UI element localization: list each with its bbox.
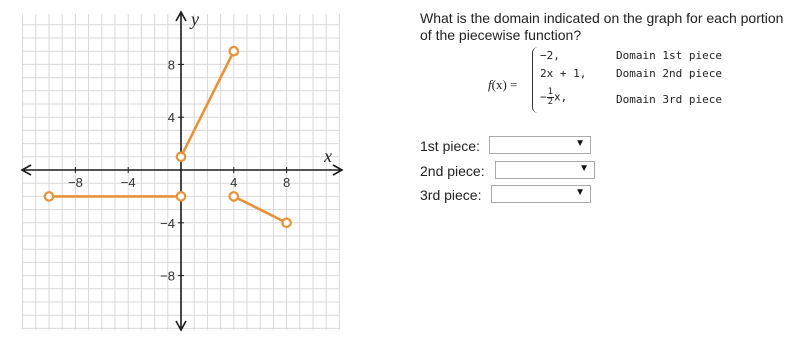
x-axis-label: x xyxy=(324,146,332,166)
x-tick-label: 4 xyxy=(230,175,238,190)
y-tick-label: 4 xyxy=(167,110,175,126)
chevron-down-icon: ▼ xyxy=(575,138,585,149)
answer-2-dropdown[interactable] xyxy=(495,161,595,179)
piece-2-domain-label: Domain 2nd piece xyxy=(616,67,722,80)
piece-1-domain-label: Domain 1st piece xyxy=(616,49,722,62)
chevron-down-icon: ▼ xyxy=(575,187,585,198)
question-text: What is the domain indicated on the graph for each portion of the piecewise function? xyxy=(420,10,784,43)
fraction-numerator: 1 xyxy=(547,87,554,97)
y-tick-label: 8 xyxy=(167,57,175,73)
x-tick-label: −8 xyxy=(67,175,83,190)
piecewise-function xyxy=(488,45,788,115)
fraction-denominator: 2 xyxy=(547,97,554,107)
series-2-endpoint xyxy=(230,47,238,55)
series-3-endpoint xyxy=(282,219,290,227)
y-axis-label: y xyxy=(191,9,199,29)
piece-2-expression: 2x + 1, xyxy=(540,67,587,80)
piece-3-term: x, xyxy=(554,90,568,104)
y-tick-label: −4 xyxy=(160,215,175,231)
function-lhs xyxy=(488,77,517,93)
x-tick-label: 8 xyxy=(282,175,291,190)
piece-3-sign: − xyxy=(540,90,547,104)
piece-1-expression: −2, xyxy=(540,49,560,62)
series-3-endpoint xyxy=(230,192,238,200)
coordinate-graph xyxy=(0,0,360,363)
answer-3-label: 3rd piece: xyxy=(420,187,482,203)
piece-3-expression xyxy=(540,88,567,107)
series-2-endpoint xyxy=(177,153,185,161)
answer-3-dropdown[interactable] xyxy=(491,185,591,203)
series-1-endpoint xyxy=(177,192,185,200)
function-name: f xyxy=(488,77,492,92)
series-1-endpoint xyxy=(45,192,53,200)
x-tick-label: −4 xyxy=(120,175,136,190)
answer-2-label: 2nd piece: xyxy=(420,163,485,179)
answer-1-dropdown[interactable] xyxy=(489,136,591,154)
y-tick-label: −8 xyxy=(160,268,175,284)
chevron-down-icon: ▼ xyxy=(579,163,589,174)
graph-axes xyxy=(22,12,342,330)
function-var: (x) = xyxy=(491,77,518,92)
piece-3-fraction xyxy=(547,88,554,107)
piece-3-domain-label: Domain 3rd piece xyxy=(616,93,722,106)
answer-1-label: 1st piece: xyxy=(420,138,480,154)
